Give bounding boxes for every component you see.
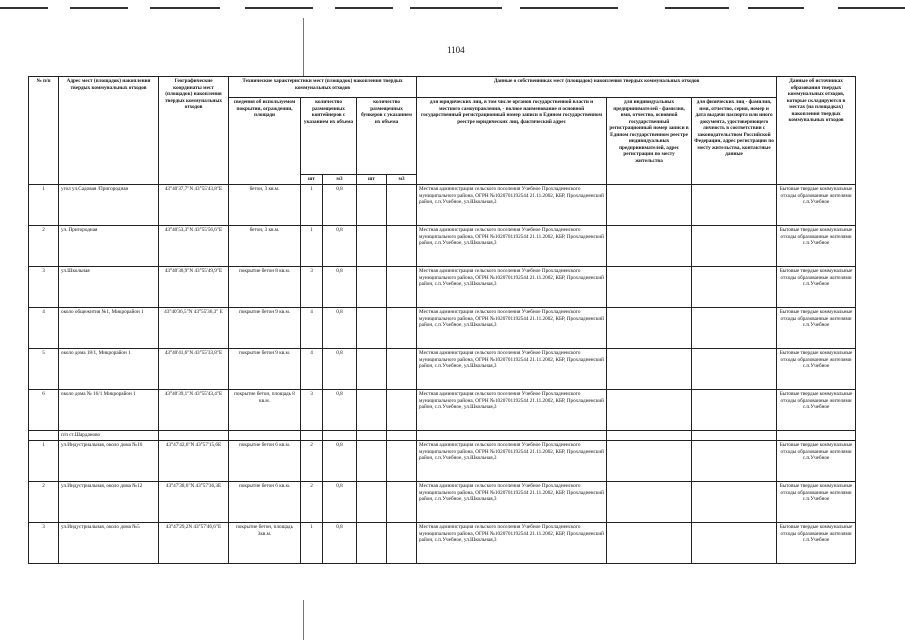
row-address: ул. Пригородная [59,226,159,267]
row-number: 2 [29,482,59,523]
section-row [29,431,856,441]
row-owner-ip [607,226,692,267]
row-coords: 43°40'39,1"N 43°55'43,4"E [159,390,229,431]
row-coords: 43°47'42,6"N 43°57'15,6E [159,441,229,482]
row-coverage: бетон, 3 кв.м. [229,185,301,226]
row-bunker-count [357,390,387,431]
row-owner-person [692,308,777,349]
row-sources: Бытовые твердые коммунальные отходы образованные жителями с.п.Учебное [777,441,856,482]
scan-dash [150,7,220,9]
row-address: ул.Школьная [59,267,159,308]
section-cell [692,431,777,441]
row-owner-legal: Местная администрация сельского поселения Учебное Прохладненского муниципального района, ОГРН №1020701192544 21.11.2002, КБР, Прохладненский район, с.п.Учебное, ул.Школьная,3 [417,308,607,349]
row-owner-legal: Местная администрация сельского поселения Учебное Прохладненского муниципального района, ОГРН №1020701192544 21.11.2002, КБР, Прохладненский район, с.п.Учебное, ул.Школьная,3 [417,226,607,267]
header-tech: Технические характеристики мест (площадок) накопления твердых коммунальных отходов [229,77,417,98]
table-row [29,226,856,267]
row-owner-ip [607,482,692,523]
header-address: Адрес мест (площадок) накопления твердых коммунальных отходов [59,77,159,185]
row-container-volume: 0,8 [323,441,357,482]
unit-pcs: шт [301,175,323,185]
table-row [29,441,856,482]
row-container-volume: 0,8 [323,267,357,308]
row-bunker-count [357,482,387,523]
unit-m3: м3 [323,175,357,185]
row-bunker-count [357,523,387,564]
row-coords: 43°40'41,6"N 43°55'33,8"E [159,349,229,390]
row-container-volume: 0,8 [323,226,357,267]
row-owner-ip [607,267,692,308]
row-bunker-count [357,308,387,349]
row-bunker-count [357,267,387,308]
row-container-count: 2 [301,482,323,523]
row-address: около дома 18/1, Микрорайон 1 [59,349,159,390]
row-number: 1 [29,185,59,226]
row-owner-legal: Местная администрация сельского поселения Учебное Прохладненского муниципального района, ОГРН №1020701192544 21.11.2002, КБР, Прохладненский район, с.п.Учебное, ул.Школьная,3 [417,523,607,564]
row-bunker-volume [387,308,417,349]
row-coverage: покрытие бетон 9 кв.м. [229,349,301,390]
row-bunker-volume [387,267,417,308]
row-container-volume: 0,8 [323,523,357,564]
scan-dash [335,7,393,9]
row-sources: Бытовые твердые коммунальные отходы образованные жителями с.п.Учебное [777,226,856,267]
section-cell [777,431,856,441]
header-sources: Данные об источниках образования твердых коммунальных отходов, которые складируются в местах (на площадках) накопления твердых коммунальных отходов [777,77,856,185]
row-bunker-volume [387,482,417,523]
section-cell [29,431,59,441]
scan-dash [520,7,618,9]
row-number: 3 [29,523,59,564]
row-address: около общежития №1, Микрорайон 1 [59,308,159,349]
row-address: ул.Индустриальная, около дома №12 [59,482,159,523]
row-coords: 43°40'36,5"N 43°55'36,3" E [159,308,229,349]
header-coords: Географические координаты мест (площадок) накопления твердых коммунальных отходов [159,77,229,185]
table-row [29,267,856,308]
row-bunker-count [357,441,387,482]
section-label: п/п ст.Шарданово [59,431,159,441]
row-owner-person [692,390,777,431]
header-bunkers: количество размещенных бункеров с указанием их объема [357,98,417,175]
table-row [29,390,856,431]
header-person: для физических лиц - фамилия, имя, отчество, серия, номер и дата выдачи паспорта или иного документа, удостоверяющего личность в соответствии с законодательством Российской Федерации, адрес регистрации по месту жительства, контактные данные [692,98,777,185]
row-container-volume: 0,8 [323,185,357,226]
row-number: 2 [29,226,59,267]
row-address: ул.Индустриальная, около дома №16 [59,441,159,482]
row-container-count: 4 [301,308,323,349]
scan-dash [245,7,313,9]
row-container-count: 1 [301,523,323,564]
row-owner-person [692,482,777,523]
row-bunker-volume [387,390,417,431]
row-bunker-count [357,185,387,226]
row-owner-legal: Местная администрация сельского поселения Учебное Прохладненского муниципального района, ОГРН №1020701192544 21.11.2002, КБР, Прохладненский район, с.п.Учебное, ул.Школьная,3 [417,185,607,226]
fold-line [303,600,304,640]
row-coverage: покрытие бетон 6 кв.м. [229,441,301,482]
section-cell [229,431,301,441]
row-coverage: покрытие бетон 8 кв.м. [229,267,301,308]
row-sources: Бытовые твердые коммунальные отходы образованные жителями с.п.Учебное [777,349,856,390]
row-coverage: покрытие бетон 6 кв.м. [229,482,301,523]
row-container-volume: 0,8 [323,308,357,349]
scan-dash [410,7,502,9]
register-table [28,76,856,564]
scan-dash [838,7,905,9]
row-container-count: 3 [301,267,323,308]
section-cell [357,431,387,441]
row-bunker-volume [387,185,417,226]
row-owner-person [692,523,777,564]
section-cell [301,431,323,441]
row-bunker-count [357,349,387,390]
table-row [29,185,856,226]
row-number: 1 [29,441,59,482]
row-owner-ip [607,349,692,390]
unit-pcs: шт [357,175,387,185]
row-owner-person [692,226,777,267]
row-container-volume: 0,8 [323,390,357,431]
page-number: 1104 [447,45,465,55]
table-row [29,308,856,349]
section-cell [159,431,229,441]
row-bunker-volume [387,349,417,390]
unit-m3: м3 [387,175,417,185]
row-owner-ip [607,523,692,564]
row-owner-legal: Местная администрация сельского поселения Учебное Прохладненского муниципального района, ОГРН №1020701192544 21.11.2002, КБР, Прохладненский район, с.п.Учебное, ул.Школьная,3 [417,390,607,431]
header-legal: для юридических лиц, в том числе органов государственной власти и местного самоуправления, - полное наименование и основной государственный регистрационный номер записи в Едином государственном реестре юридических лиц, фактический адрес [417,98,607,185]
row-coords: 43°40'53,3"N 43°55'56,6"E [159,226,229,267]
row-sources: Бытовые твердые коммунальные отходы образованные жителями с.п.Учебное [777,390,856,431]
scan-dash [70,7,128,9]
row-sources: Бытовые твердые коммунальные отходы образованные жителями с.п.Учебное [777,308,856,349]
row-owner-legal: Местная администрация сельского поселения Учебное Прохладненского муниципального района, ОГРН №1020701192544 21.11.2002, КБР, Прохладненский район, с.п.Учебное, ул.Школьная,3 [417,349,607,390]
row-container-volume: 0,8 [323,482,357,523]
header-owner: Данные о собственниках мест (площадок) накопления твердых коммунальных отходов [417,77,777,98]
table-row [29,482,856,523]
row-owner-person [692,349,777,390]
table-row [29,523,856,564]
row-bunker-volume [387,523,417,564]
row-sources: Бытовые твердые коммунальные отходы образованные жителями с.п.Учебное [777,185,856,226]
fold-line [303,18,304,76]
section-cell [607,431,692,441]
row-number: 3 [29,267,59,308]
table-row [29,349,856,390]
row-coverage: покрытие бетон 9 кв.м. [229,308,301,349]
row-bunker-count [357,226,387,267]
header-num: № п/п [29,77,59,185]
row-sources: Бытовые твердые коммунальные отходы образованные жителями с.п.Учебное [777,482,856,523]
row-sources: Бытовые твердые коммунальные отходы образованные жителями с.п.Учебное [777,267,856,308]
row-bunker-volume [387,441,417,482]
row-address: ул.Индустриальная, около дома №5 [59,523,159,564]
row-coords: 43°40'30,9"N 43°55'49,9"E [159,267,229,308]
row-container-count: 4 [301,349,323,390]
row-container-count: 2 [301,441,323,482]
row-coverage: покрытие бетон, площадь 3кв.м. [229,523,301,564]
row-container-count: 1 [301,226,323,267]
header-coverage: сведения об используемом покрытии, ограждении, площади [229,98,301,185]
row-owner-ip [607,441,692,482]
row-owner-legal: Местная администрация сельского поселения Учебное Прохладненского муниципального района, ОГРН №1020701192544 21.11.2002, КБР, Прохладненский район, с.п.Учебное, ул.Школьная,3 [417,267,607,308]
row-address: около дома № 16/1 Микрорайон 1 [59,390,159,431]
row-container-volume: 0,8 [323,349,357,390]
row-owner-legal: Местная администрация сельского поселения Учебное Прохладненского муниципального района, ОГРН №1020701192544 21.11.2002, КБР, Прохладненский район, с.п.Учебное, ул.Школьная,3 [417,482,607,523]
scan-dash [748,7,804,9]
section-cell [417,431,607,441]
row-bunker-volume [387,226,417,267]
scan-dash [665,7,729,9]
row-owner-ip [607,308,692,349]
row-number: 4 [29,308,59,349]
header-containers: количество размещенных контейнеров с указанием их объема [301,98,357,175]
row-owner-ip [607,390,692,431]
row-owner-person [692,441,777,482]
row-coverage: покрытие бетон, площадь 8 кв.м. [229,390,301,431]
row-sources: Бытовые твердые коммунальные отходы образованные жителями с.п.Учебное [777,523,856,564]
row-address: угол ул.Садовая /Пригородная [59,185,159,226]
row-coords: 43°40'37,7"N 43°55'43,8"E [159,185,229,226]
row-number: 6 [29,390,59,431]
row-owner-legal: Местная администрация сельского поселения Учебное Прохладненского муниципального района, ОГРН №1020701192544 21.11.2002, КБР, Прохладненский район, с.п.Учебное, ул.Школьная,3 [417,441,607,482]
section-cell [323,431,357,441]
row-container-count: 3 [301,390,323,431]
row-coords: 43°47'38,6"N 43°57'36,3E [159,482,229,523]
row-owner-person [692,185,777,226]
row-number: 5 [29,349,59,390]
row-container-count: 1 [301,185,323,226]
section-cell [387,431,417,441]
row-owner-ip [607,185,692,226]
row-coverage: бетон, 3 кв.м. [229,226,301,267]
header-ip: для индивидуальных предпринимателей - фамилия, имя, отчество, основной государственный регистрационный номер записи в Едином государственном реестре индивидуальных предпринимателей, адрес регистрации по месту жительства [607,98,692,185]
row-coords: 43°47'29,2N 43°57'46,6"E [159,523,229,564]
row-owner-person [692,267,777,308]
scan-dash [0,7,48,9]
